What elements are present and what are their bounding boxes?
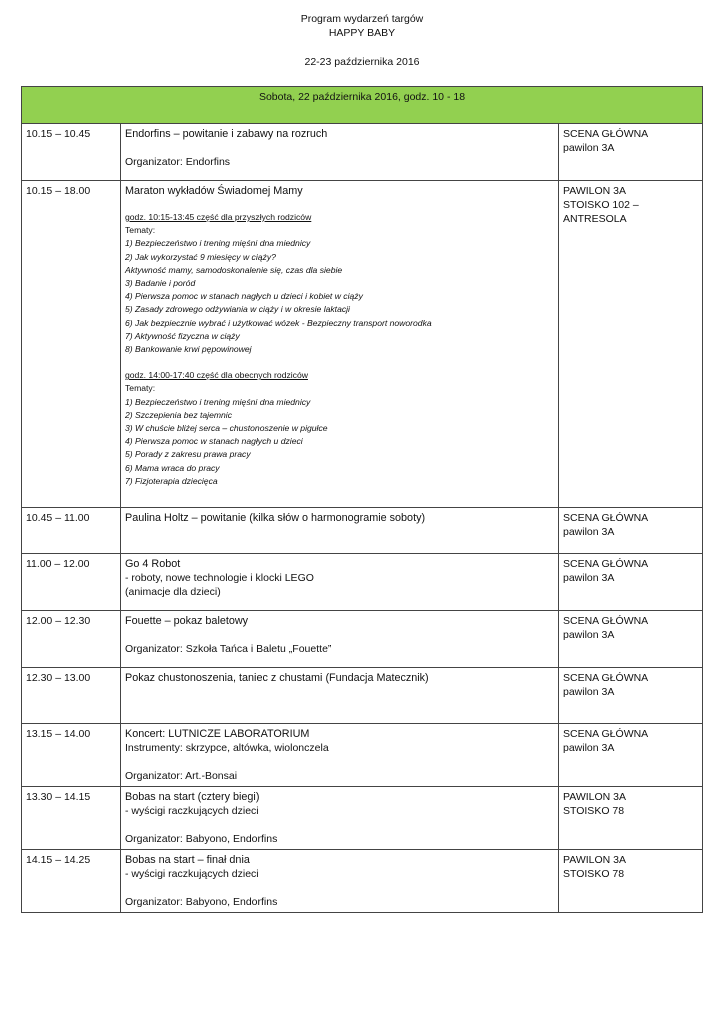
event-organizer: Organizator: Babyono, Endorfins bbox=[125, 896, 278, 908]
event-details bbox=[121, 181, 559, 508]
place-line: SCENA GŁÓWNA bbox=[563, 558, 649, 570]
event-organizer: Organizator: Endorfins bbox=[125, 156, 231, 168]
event-place bbox=[559, 668, 703, 724]
day-header: Sobota, 22 października 2016, godz. 10 - 18 bbox=[22, 87, 703, 124]
topic-item: 6) Jak bezpiecznie wybrać i użytkować wózek - Bezpieczny transport noworodka bbox=[125, 317, 432, 328]
table-row bbox=[22, 124, 703, 181]
day-header-row bbox=[22, 87, 703, 124]
event-description: (animacje dla dzieci) bbox=[125, 586, 221, 598]
event-time: 13.30 – 14.15 bbox=[22, 787, 121, 850]
event-description: - wyścigi raczkujących dzieci bbox=[125, 868, 259, 880]
schedule-table bbox=[21, 86, 703, 913]
place-line: STOISKO 78 bbox=[563, 868, 625, 880]
event-place bbox=[559, 181, 703, 508]
topic-item: Aktywność mamy, samodoskonalenie się, czas dla siebie bbox=[125, 264, 343, 275]
topic-item: 3) Badanie i poród bbox=[125, 278, 196, 289]
topics-label: Tematy: bbox=[125, 383, 156, 394]
place-line: pawilon 3A bbox=[563, 742, 615, 754]
event-dates: 22-23 października 2016 bbox=[304, 56, 420, 68]
topic-item: 6) Mama wraca do pracy bbox=[125, 462, 220, 473]
event-description: - wyścigi raczkujących dzieci bbox=[125, 805, 259, 817]
topic-item: 1) Bezpieczeństwo i trening mięśni dna miednicy bbox=[125, 396, 311, 407]
event-time: 13.15 – 14.00 bbox=[22, 724, 121, 787]
event-title: Endorfins – powitanie i zabawy na rozruch bbox=[125, 128, 328, 140]
topic-item: 2) Szczepienia bez tajemnic bbox=[125, 409, 232, 420]
event-place bbox=[559, 850, 703, 913]
event-title: Fouette – pokaz baletowy bbox=[125, 615, 249, 627]
place-line: pawilon 3A bbox=[563, 686, 615, 698]
event-place bbox=[559, 508, 703, 554]
event-time: 14.15 – 14.25 bbox=[22, 850, 121, 913]
topic-item: 4) Pierwsza pomoc w stanach nagłych u dzieci bbox=[125, 436, 303, 447]
event-place bbox=[559, 724, 703, 787]
event-organizer: Organizator: Art.-Bonsai bbox=[125, 770, 238, 782]
event-details bbox=[121, 508, 559, 554]
document-title bbox=[0, 12, 724, 40]
event-details bbox=[121, 668, 559, 724]
event-time: 10.45 – 11.00 bbox=[22, 508, 121, 554]
title-line-1: Program wydarzeń targów bbox=[300, 13, 424, 25]
place-line: STOISKO 78 bbox=[563, 805, 625, 817]
event-place bbox=[559, 554, 703, 611]
event-title: Bobas na start (cztery biegi) bbox=[125, 791, 260, 803]
table-row bbox=[22, 611, 703, 668]
event-details bbox=[121, 787, 559, 850]
table-row bbox=[22, 787, 703, 850]
place-line: SCENA GŁÓWNA bbox=[563, 128, 649, 140]
topic-item: 3) W chuście bliżej serca – chustonoszenie w pigułce bbox=[125, 423, 328, 434]
place-line: SCENA GŁÓWNA bbox=[563, 512, 649, 524]
event-place bbox=[559, 611, 703, 668]
title-line-2: HAPPY BABY bbox=[328, 27, 396, 39]
topic-item: 2) Jak wykorzystać 9 miesięcy w ciąży? bbox=[125, 251, 276, 262]
topic-item: 5) Porady z zakresu prawa pracy bbox=[125, 449, 251, 460]
table-row bbox=[22, 508, 703, 554]
place-line: PAWILON 3A bbox=[563, 854, 627, 866]
topic-item: 4) Pierwsza pomoc w stanach nagłych u dzieci i kobiet w ciąży bbox=[125, 291, 363, 302]
event-details bbox=[121, 850, 559, 913]
event-title: Koncert: LUTNICZE LABORATORIUM bbox=[125, 728, 310, 740]
place-line: SCENA GŁÓWNA bbox=[563, 672, 649, 684]
place-line: STOISKO 102 – ANTRESOLA bbox=[563, 199, 639, 225]
table-row bbox=[22, 724, 703, 787]
event-time: 10.15 – 10.45 bbox=[22, 124, 121, 181]
table-row bbox=[22, 668, 703, 724]
event-title: Pokaz chustonoszenia, taniec z chustami (Fundacja Matecznik) bbox=[125, 672, 429, 684]
place-line: PAWILON 3A bbox=[563, 791, 627, 803]
topics-label: Tematy: bbox=[125, 225, 156, 236]
event-time: 12.30 – 13.00 bbox=[22, 668, 121, 724]
session-heading: godz. 14:00-17:40 część dla obecnych rodziców bbox=[125, 370, 308, 381]
event-time: 10.15 – 18.00 bbox=[22, 181, 121, 508]
event-details bbox=[121, 124, 559, 181]
place-line: PAWILON 3A bbox=[563, 185, 627, 197]
event-details bbox=[121, 611, 559, 668]
table-row bbox=[22, 554, 703, 611]
topic-item: 1) Bezpieczeństwo i trening mięśni dna miednicy bbox=[125, 238, 311, 249]
event-time: 12.00 – 12.30 bbox=[22, 611, 121, 668]
place-line: pawilon 3A bbox=[563, 629, 615, 641]
session-heading: godz. 10:15-13:45 część dla przyszłych rodziców bbox=[125, 212, 312, 222]
place-line: pawilon 3A bbox=[563, 572, 615, 584]
event-title: Go 4 Robot bbox=[125, 558, 181, 570]
place-line: pawilon 3A bbox=[563, 526, 615, 538]
place-line: pawilon 3A bbox=[563, 142, 615, 154]
event-title: Paulina Holtz – powitanie (kilka słów o harmonogramie soboty) bbox=[125, 512, 426, 524]
event-organizer: Organizator: Szkoła Tańca i Baletu „Fouette” bbox=[125, 643, 332, 655]
event-time: 11.00 – 12.00 bbox=[22, 554, 121, 611]
table-row bbox=[22, 850, 703, 913]
event-title: Maraton wykładów Świadomej Mamy bbox=[125, 185, 303, 197]
table-row bbox=[22, 181, 703, 508]
event-place bbox=[559, 787, 703, 850]
event-description: - roboty, nowe technologie i klocki LEGO bbox=[125, 572, 314, 584]
topic-item: 7) Aktywność fizyczna w ciąży bbox=[125, 330, 240, 341]
place-line: SCENA GŁÓWNA bbox=[563, 728, 649, 740]
topic-item: 8) Bankowanie krwi pępowinowej bbox=[125, 344, 252, 355]
event-organizer: Organizator: Babyono, Endorfins bbox=[125, 833, 278, 845]
event-place bbox=[559, 124, 703, 181]
place-line: SCENA GŁÓWNA bbox=[563, 615, 649, 627]
event-title: Bobas na start – finał dnia bbox=[125, 854, 250, 866]
topic-item: 7) Fizjoterapia dziecięca bbox=[125, 475, 218, 486]
event-details bbox=[121, 724, 559, 787]
event-details bbox=[121, 554, 559, 611]
topic-item: 5) Zasady zdrowego odżywiania w ciąży i w okresie laktacji bbox=[125, 304, 350, 315]
event-description: Instrumenty: skrzypce, altówka, wiolonczela bbox=[125, 742, 329, 754]
